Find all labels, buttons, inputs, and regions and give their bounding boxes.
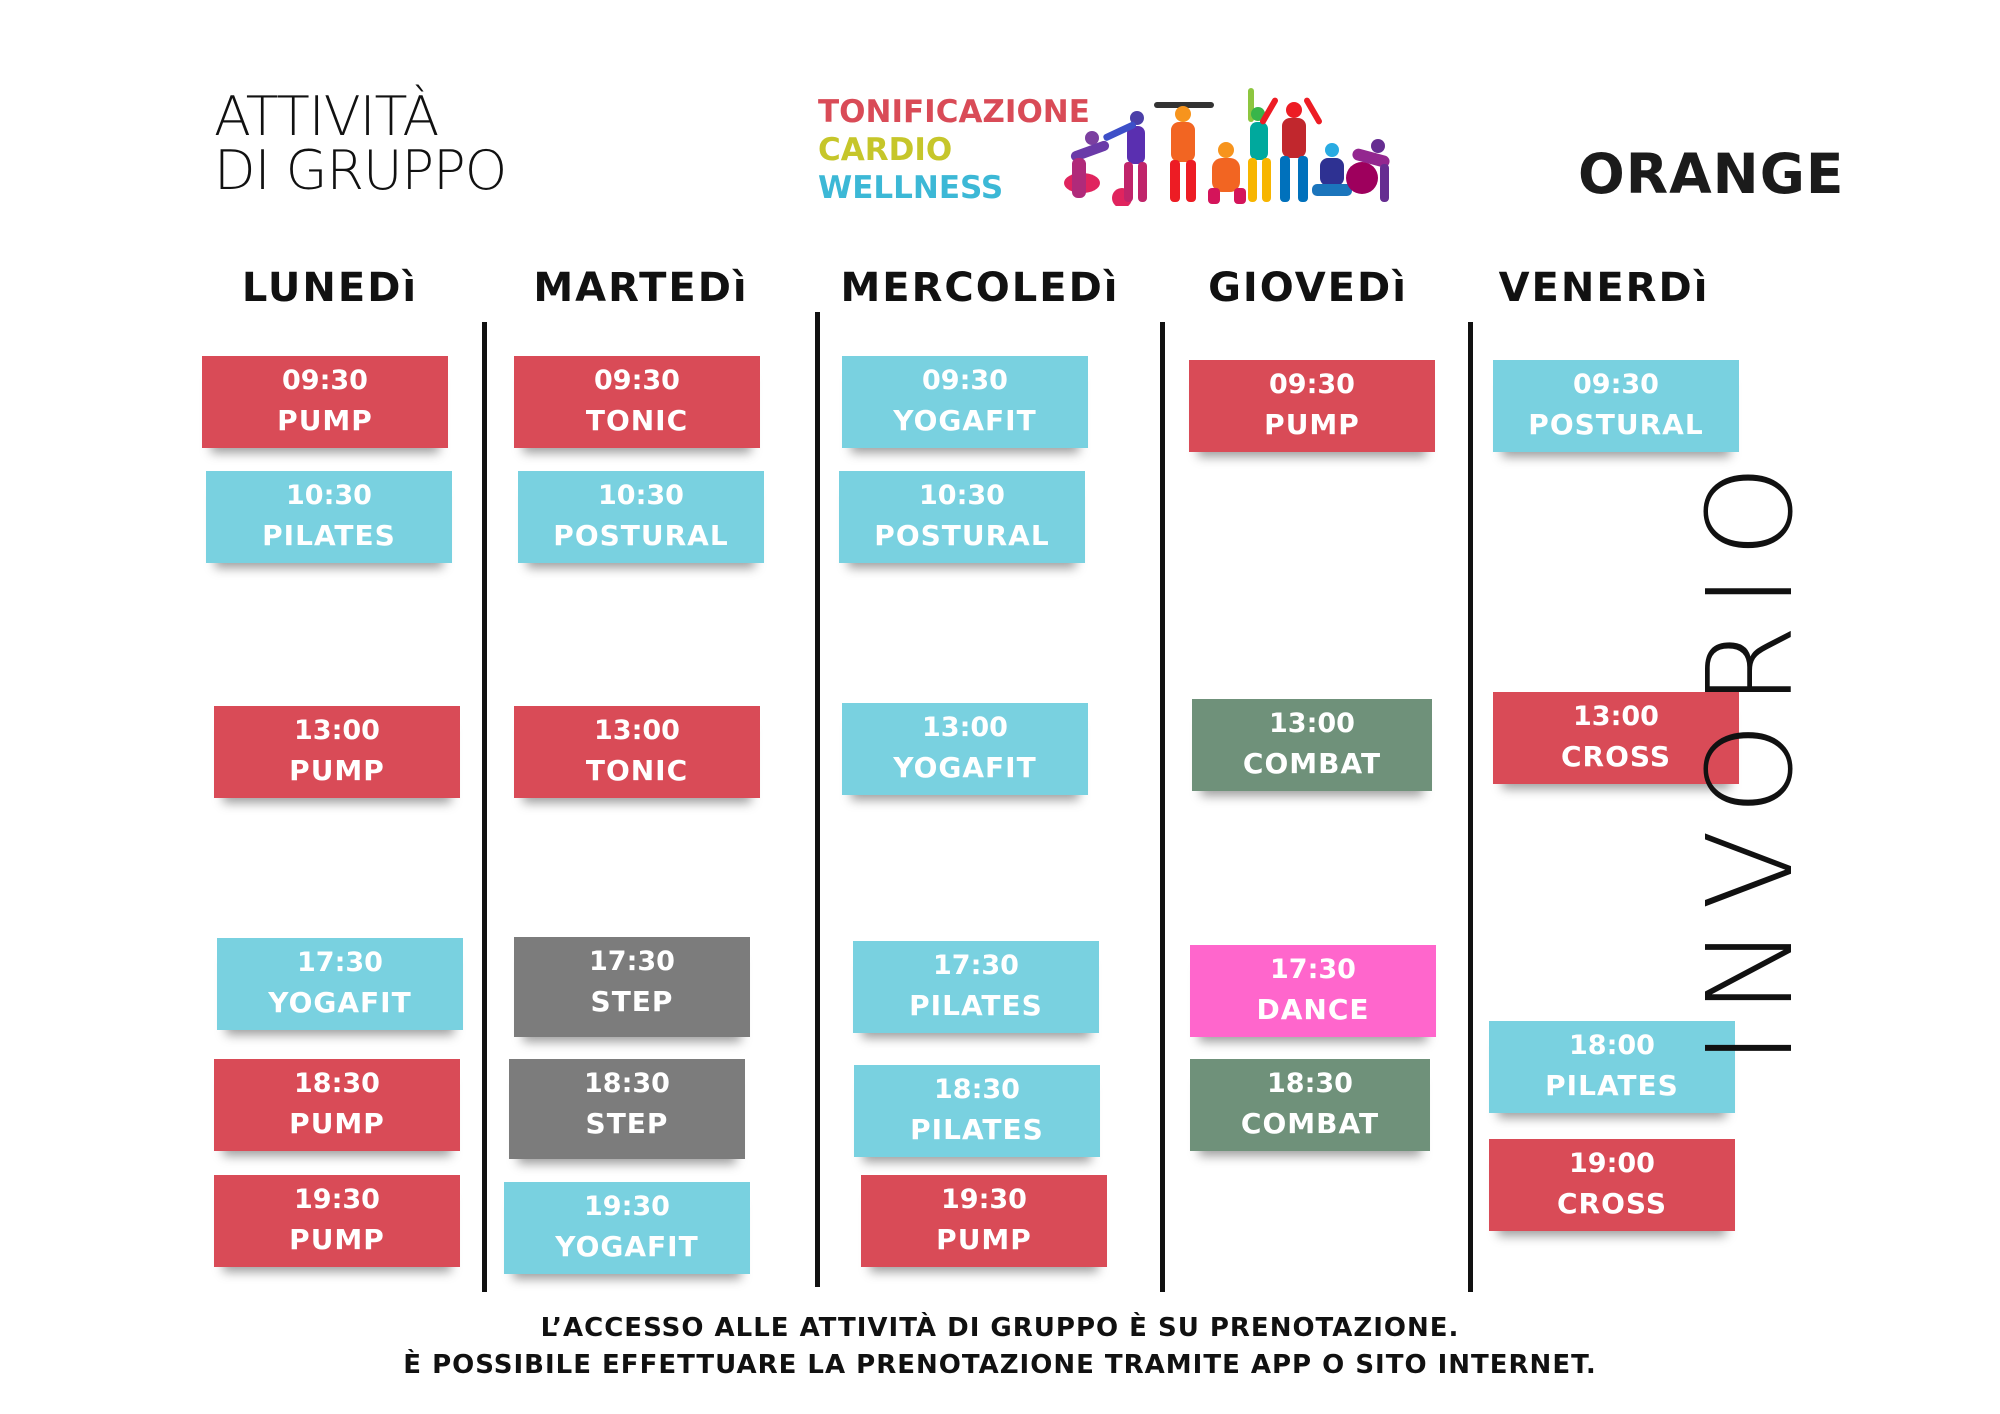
class-card[interactable]	[861, 1175, 1107, 1267]
class-time: 19:30	[584, 1191, 670, 1222]
class-card[interactable]	[1190, 945, 1436, 1037]
class-card[interactable]	[839, 471, 1085, 563]
class-card[interactable]	[214, 1059, 460, 1151]
athlete-4	[1208, 142, 1246, 204]
class-card[interactable]	[504, 1182, 750, 1274]
class-time: 18:30	[934, 1074, 1020, 1105]
legend-wellness: WELLNESS	[818, 170, 1004, 206]
class-name: COMBAT	[1240, 1107, 1380, 1140]
class-card[interactable]	[842, 356, 1088, 448]
brand-logo	[1578, 142, 1858, 208]
class-time: 09:30	[1269, 369, 1355, 400]
category-legend	[818, 93, 1090, 207]
class-name: POSTURAL	[874, 519, 1050, 552]
day-header-martedi: MARTEDì	[533, 265, 749, 311]
class-card[interactable]	[1189, 360, 1435, 452]
class-time: 17:30	[589, 946, 675, 977]
class-card[interactable]	[518, 471, 764, 563]
class-time: 17:30	[1270, 954, 1356, 985]
class-card[interactable]	[1489, 1139, 1735, 1231]
location-name: INVORIO	[1681, 448, 1819, 1066]
class-card[interactable]	[202, 356, 448, 448]
class-card[interactable]	[514, 706, 760, 798]
class-name: STEP	[590, 985, 674, 1018]
class-name: YOGAFIT	[555, 1230, 699, 1263]
class-name: PUMP	[1264, 408, 1360, 441]
class-card[interactable]	[214, 1175, 460, 1267]
class-card[interactable]	[854, 1065, 1100, 1157]
footer-note-1: L’ACCESSO ALLE ATTIVITÀ DI GRUPPO È SU PRENOTAZIONE.	[540, 1313, 1460, 1343]
column-divider	[1160, 322, 1165, 1292]
class-card[interactable]	[214, 706, 460, 798]
page-title	[214, 85, 507, 202]
class-time: 13:00	[594, 715, 680, 746]
class-time: 09:30	[282, 365, 368, 396]
athletes-illustration	[1062, 88, 1394, 206]
column-divider	[815, 312, 820, 1287]
class-name: PUMP	[289, 1223, 385, 1256]
class-time: 13:00	[1573, 701, 1659, 732]
class-name: COMBAT	[1242, 747, 1382, 780]
class-card[interactable]	[842, 703, 1088, 795]
title-line-1: ATTIVITÀ	[214, 85, 439, 148]
class-time: 18:30	[294, 1068, 380, 1099]
day-header-lunedi: LUNEDì	[241, 265, 419, 311]
athlete-8	[1346, 139, 1391, 202]
day-header-mercoledi: MERCOLEDì	[840, 265, 1120, 311]
day-header-giovedi: GIOVEDì	[1208, 265, 1408, 311]
class-name: CROSS	[1557, 1187, 1667, 1220]
class-name: TONIC	[585, 404, 689, 437]
brand-name: ORANGE	[1578, 142, 1845, 206]
class-name: PILATES	[909, 989, 1043, 1022]
class-time: 17:30	[933, 950, 1019, 981]
class-time: 19:30	[941, 1184, 1027, 1215]
athlete-3	[1154, 102, 1214, 202]
class-card[interactable]	[1493, 360, 1739, 452]
class-time: 18:30	[1267, 1068, 1353, 1099]
class-name: PUMP	[289, 754, 385, 787]
legend-cardio: CARDIO	[818, 132, 953, 168]
column-divider	[1468, 322, 1473, 1292]
class-time: 09:30	[1573, 369, 1659, 400]
class-time: 13:00	[294, 715, 380, 746]
class-time: 10:30	[598, 480, 684, 511]
class-time: 13:00	[1269, 708, 1355, 739]
class-time: 10:30	[919, 480, 1005, 511]
class-time: 18:30	[584, 1068, 670, 1099]
class-name: DANCE	[1256, 993, 1370, 1026]
class-name: TONIC	[585, 754, 689, 787]
class-name: PILATES	[1545, 1069, 1679, 1102]
class-time: 19:00	[1569, 1148, 1655, 1179]
footer-note-2: È POSSIBILE EFFETTUARE LA PRENOTAZIONE TRAMITE APP O SITO INTERNET.	[403, 1350, 1597, 1380]
class-name: PILATES	[910, 1113, 1044, 1146]
class-time: 10:30	[286, 480, 372, 511]
athlete-5	[1248, 88, 1271, 202]
class-name: PUMP	[936, 1223, 1032, 1256]
day-header-venerdi: VENERDì	[1498, 265, 1710, 311]
legend-tonificazione: TONIFICAZIONE	[818, 94, 1090, 130]
class-time: 09:30	[922, 365, 1008, 396]
athlete-2	[1102, 111, 1147, 206]
class-name: PUMP	[289, 1107, 385, 1140]
column-divider	[482, 322, 487, 1292]
class-card[interactable]	[514, 356, 760, 448]
class-time: 17:30	[297, 947, 383, 978]
class-time: 18:00	[1569, 1030, 1655, 1061]
class-card[interactable]	[1190, 1059, 1430, 1151]
class-time: 09:30	[594, 365, 680, 396]
title-line-2: DI GRUPPO	[214, 139, 507, 202]
class-name: YOGAFIT	[893, 751, 1037, 784]
class-time: 19:30	[294, 1184, 380, 1215]
class-card[interactable]	[1192, 699, 1432, 791]
class-name: POSTURAL	[553, 519, 729, 552]
class-card[interactable]	[206, 471, 452, 563]
class-card[interactable]	[217, 938, 463, 1030]
class-name: STEP	[585, 1107, 669, 1140]
class-time: 13:00	[922, 712, 1008, 743]
class-card[interactable]	[509, 1059, 745, 1159]
class-name: POSTURAL	[1528, 408, 1704, 441]
class-card[interactable]	[853, 941, 1099, 1033]
athlete-7	[1312, 143, 1352, 196]
class-name: PILATES	[262, 519, 396, 552]
class-name: PUMP	[277, 404, 373, 437]
class-name: CROSS	[1561, 740, 1671, 773]
class-card[interactable]	[514, 937, 750, 1037]
athlete-1	[1064, 131, 1111, 198]
class-name: YOGAFIT	[893, 404, 1037, 437]
class-name: YOGAFIT	[268, 986, 412, 1019]
